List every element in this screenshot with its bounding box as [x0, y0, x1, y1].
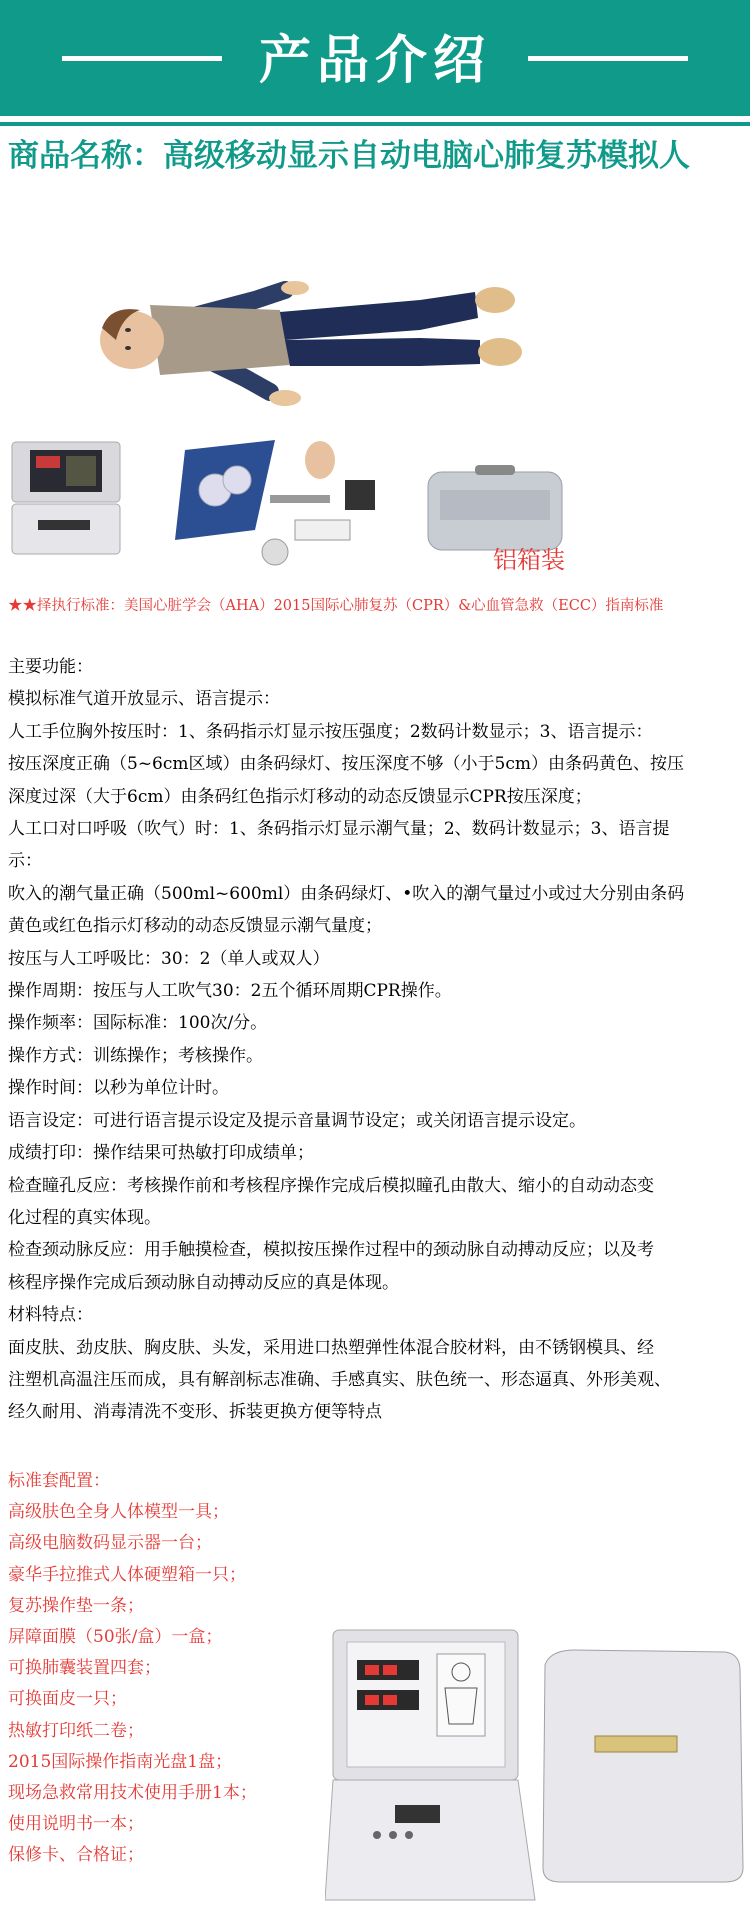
feature-line: 吹入的潮气量正确（500ml~600ml）由条码绿灯、•吹入的潮气量过小或过大分别由条码: [8, 883, 685, 904]
feature-line: 面皮肤、劲皮肤、胸皮肤、头发，采用进口热塑弹性体混合胶材料，由不锈钢模具、经: [8, 1337, 654, 1358]
feature-line: 检查颈动脉反应：用手触摸检查，模拟按压操作过程中的颈动脉自动搏动反应；以及考: [8, 1240, 654, 1261]
banner-right-line: [528, 56, 688, 61]
page-title: 产品介绍: [258, 31, 491, 91]
feature-line: 模拟标准气道开放显示、语言提示：: [8, 689, 280, 710]
config-line: 热敏打印纸二卷；: [8, 1720, 144, 1741]
feature-line: 操作频率：国际标准：100次/分。: [8, 1013, 268, 1034]
feature-line: 主要功能：: [8, 657, 93, 677]
feature-line: 经久耐用、消毒清洗不变形、拆装更换方便等特点: [8, 1402, 382, 1423]
config-line: 标准套配置：: [8, 1471, 110, 1491]
feature-line: 成绩打印：操作结果可热敏打印成绩单；: [8, 1143, 314, 1164]
config-line: 高级肤色全身人体模型一具；: [8, 1502, 229, 1523]
config-line: 豪华手拉推式人体硬塑箱一只；: [8, 1564, 246, 1585]
product-name: 商品名称：高级移动显示自动电脑心肺复苏模拟人: [8, 138, 690, 174]
feature-line: 操作时间：以秒为单位计时。: [8, 1078, 229, 1099]
config-line: 保修卡、合格证；: [8, 1845, 144, 1866]
feature-line: 黄色或红色指示灯移动的动态反馈显示潮气量度；: [8, 916, 382, 937]
feature-line: 按压深度正确（5~6cm区域）由条码绿灯、按压深度不够（小于5cm）由条码黄色、按压: [8, 754, 684, 775]
header-rule: [0, 122, 750, 126]
feature-line: 深度过深（大于6cm）由条码红色指示灯移动的动态反馈显示CPR按压深度；: [8, 786, 592, 807]
aluminum-case-label: 铝箱装: [493, 546, 565, 574]
feature-line: 操作方式：训练操作；考核操作。: [8, 1045, 263, 1066]
header-banner: [0, 0, 750, 116]
feature-line: 示：: [8, 851, 42, 872]
config-line: 使用说明书一本；: [8, 1814, 144, 1835]
feature-line: 人工手位胸外按压时：1、条码指示灯显示按压强度；2数码计数显示；3、语言提示：: [8, 721, 653, 742]
config-section: [8, 1466, 328, 1872]
config-line: 可换面皮一只；: [8, 1689, 127, 1710]
config-line: 高级电脑数码显示器一台；: [8, 1533, 212, 1554]
feature-line: 人工口对口呼吸（吹气）时：1、条码指示灯显示潮气量；2、数码计数显示；3、语言提: [8, 819, 670, 840]
monitor-image: [8, 440, 126, 560]
feature-line: 核程序操作完成后颈动脉自动搏动反应的真是体现。: [8, 1272, 399, 1293]
feature-line: 按压与人工呼吸比：30：2（单人或双人）: [8, 948, 330, 969]
feature-line: 注塑机高温注压而成，具有解剖标志准确、手感真实、肤色统一、形态逼真、外形美观、: [8, 1369, 671, 1390]
config-line: 可换肺囊装置四套；: [8, 1658, 161, 1679]
feature-line: 检查瞳孔反应：考核操作前和考核程序操作完成后模拟瞳孔由散大、缩小的自动动态变: [8, 1175, 654, 1196]
device-image: [325, 1620, 745, 1905]
config-line: 2015国际操作指南光盘1盘；: [8, 1751, 233, 1772]
feature-line: 化过程的真实体现。: [8, 1207, 161, 1228]
manikin-image: [80, 270, 540, 450]
config-line: 屏障面膜（50张/盒）一盒；: [8, 1627, 223, 1648]
features-section: [8, 651, 743, 1429]
config-line: 现场急救常用技术使用手册1本；: [8, 1783, 257, 1804]
accessories-image: [175, 440, 395, 570]
standard-line: ★★择执行标准：美国心脏学会（AHA）2015国际心肺复苏（CPR）&心血管急救（ECC）指南标准: [8, 598, 664, 614]
feature-line: 材料特点：: [8, 1305, 93, 1326]
config-line: 复苏操作垫一条；: [8, 1595, 144, 1616]
feature-line: 语言设定：可进行语言提示设定及提示音量调节设定；或关闭语言提示设定。: [8, 1110, 586, 1131]
feature-line: 操作周期：按压与人工吹气30：2五个循环周期CPR操作。: [8, 981, 452, 1002]
